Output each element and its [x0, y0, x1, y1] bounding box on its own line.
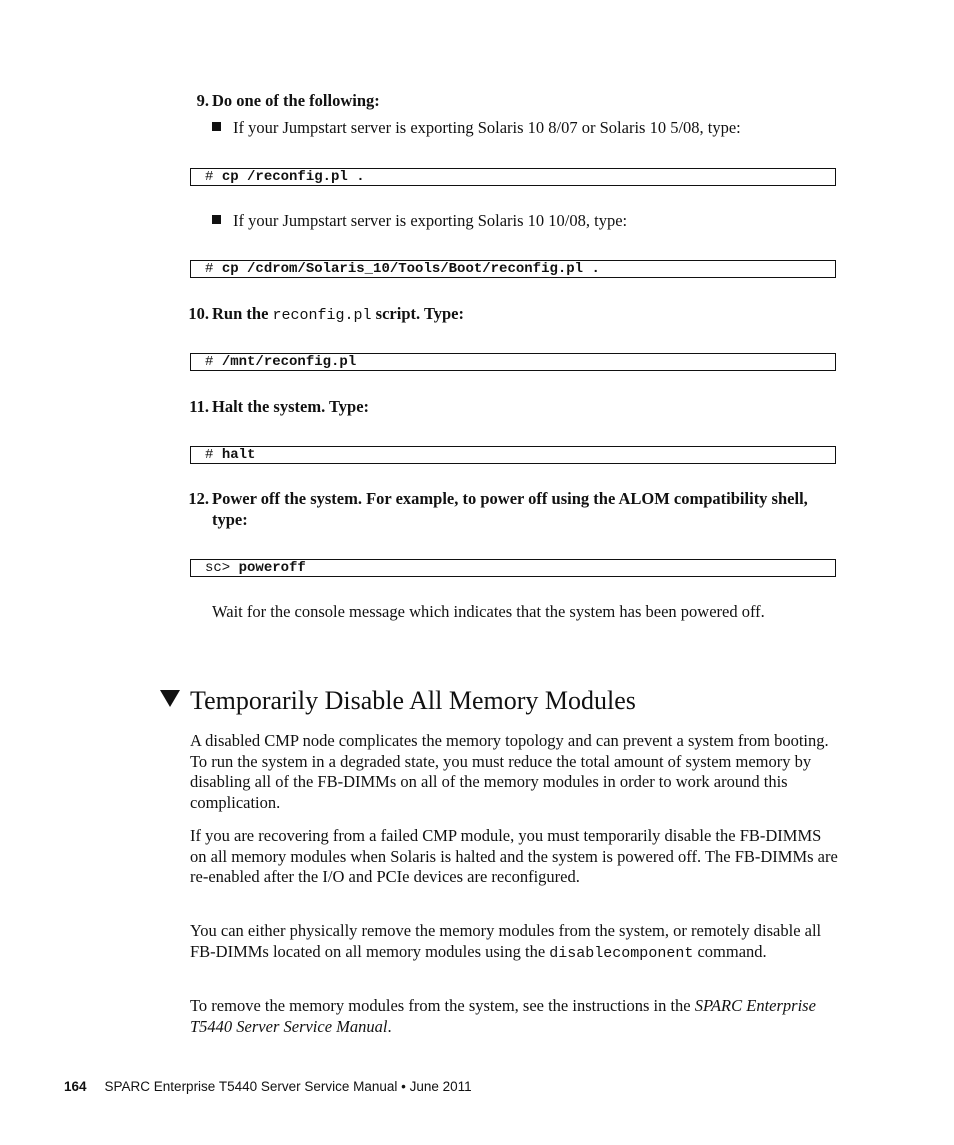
code-command: halt [221, 447, 256, 463]
code-prompt: # [205, 261, 214, 277]
code-command: cp /reconfig.pl . [221, 169, 365, 185]
step-number: 11. [189, 397, 209, 416]
square-bullet-icon [212, 215, 221, 224]
inline-code: reconfig.pl [272, 307, 372, 324]
step-number: 9. [196, 91, 209, 110]
paragraph: If you are recovering from a failed CMP module, you must temporarily disable the FB-DIMMS on all memory modules when Solaris is halted and the system is powered off. The FB-DIMMs are re-enabled after the I/O and PCIe devices are reconfigured. [190, 826, 838, 886]
page-footer [64, 1078, 472, 1095]
code-block [190, 260, 836, 278]
inline-code: disablecomponent [549, 944, 694, 962]
code-command: poweroff [238, 560, 306, 576]
bullet-text: If your Jumpstart server is exporting Solaris 10 8/07 or Solaris 10 5/08, type: [233, 118, 741, 137]
step-note: Wait for the console message which indicates that the system has been powered off. [212, 602, 765, 621]
bullet-item [212, 117, 842, 138]
step-text: Do one of the following: [212, 91, 380, 110]
page-number: 164 [64, 1079, 87, 1094]
code-block [190, 446, 836, 464]
bullet-item [212, 210, 842, 231]
code-prompt: # [205, 169, 214, 185]
code-command: cp /cdrom/Solaris_10/Tools/Boot/reconfig.pl . [221, 261, 600, 277]
paragraph-text: You can either physically remove the memory modules from the system, or remotely disable all FB-DIMMs located on all memory modules using the [190, 921, 822, 961]
paragraph [190, 996, 840, 1037]
code-block [190, 559, 836, 577]
step-text: Run the [212, 304, 269, 323]
step-12 [181, 488, 841, 530]
paragraph [190, 921, 840, 964]
triangle-down-icon [160, 690, 180, 707]
footer-text: SPARC Enterprise T5440 Server Service Manual • June 2011 [104, 1079, 472, 1094]
step-text: Halt the system. Type: [212, 397, 370, 416]
step-number: 12. [188, 489, 209, 508]
paragraph-text: To remove the memory modules from the system, see the instructions in the [190, 996, 691, 1015]
code-command: /mnt/reconfig.pl [221, 354, 357, 370]
paragraph-text: . [387, 1016, 392, 1036]
step-9 [181, 90, 841, 111]
code-block [190, 168, 836, 186]
code-prompt: # [205, 354, 214, 370]
bullet-text: If your Jumpstart server is exporting Solaris 10 10/08, type: [233, 211, 628, 230]
step-text: script. Type: [375, 304, 464, 323]
step-number: 10. [188, 304, 209, 323]
step-10 [181, 303, 841, 326]
paragraph: A disabled CMP node complicates the memory topology and can prevent a system from booting. To run the system in a degraded state, you must reduce the total amount of system memory by disabling all of the FB-DIMMs on all of the memory modules in order to work around this complication. [190, 731, 829, 812]
section-title: Temporarily Disable All Memory Modules [190, 686, 636, 715]
book-title: SPARC Enterprise T5440 Server Service Manual [190, 996, 816, 1036]
square-bullet-icon [212, 122, 221, 131]
step-11 [181, 396, 841, 417]
step-text: Power off the system. For example, to power off using the ALOM compatibility shell, type: [212, 489, 808, 529]
paragraph-text: command. [697, 941, 767, 961]
code-prompt: sc> [205, 560, 231, 576]
code-block [190, 353, 836, 371]
code-prompt: # [205, 447, 214, 463]
section-heading [160, 685, 636, 717]
